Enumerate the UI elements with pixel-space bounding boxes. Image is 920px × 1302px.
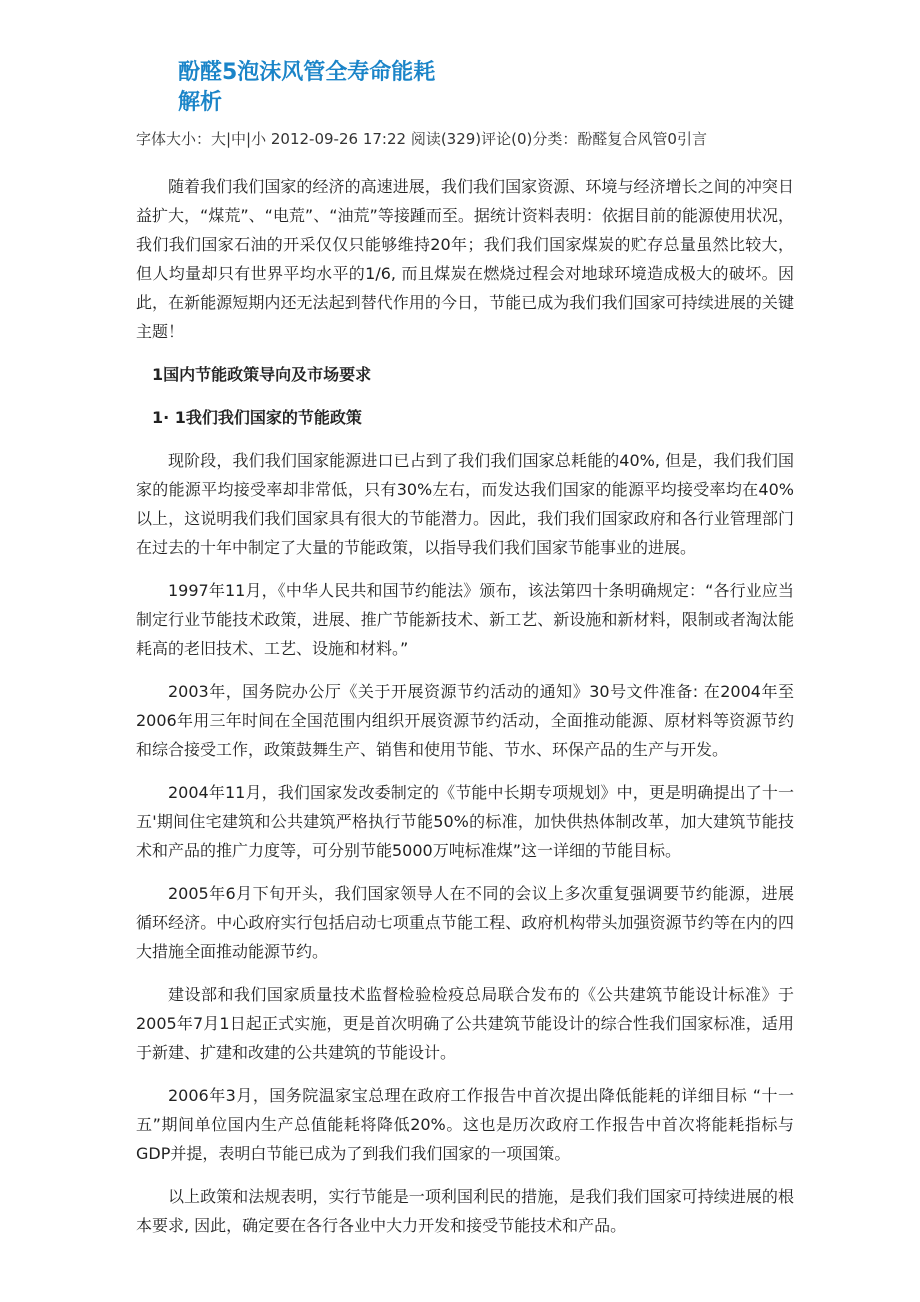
paragraph: 2004年11月，我们国家发改委制定的《节能中长期专项规划》中，更是明确提出了十一五'期间住宅建筑和公共建筑严格执行节能50%的标准，加快供热体制改革，加大建筑节能技术和产品的推广力度等，可分别节能5000万吨标准煤”这一详细的节能目标。	[136, 783, 794, 860]
paragraph: 2003年，国务院办公厅《关于开展资源节约活动的通知》30号文件准备: 在2004年至2006年用三年时间在全国范围内组织开展资源节约活动，全面推动能源、原材料等资源节约和综合接受工作，政策鼓舞生产、销售和使用节能、节水、环保产品的生产与开发。	[136, 682, 794, 759]
paragraph: 以上政策和法规表明，实行节能是一项利国利民的措施，是我们我们国家可持续进展的根本要求, 因此，确定要在各行各业中大力开发和接受节能技术和产品。	[136, 1187, 794, 1235]
section-heading: 1国内节能政策导向及市场要求	[152, 365, 372, 384]
paragraph: 现阶段，我们我们国家能源进口已占到了我们我们国家总耗能的40%, 但是，我们我们国家的能源平均接受率却非常低，只有30%左右，而发达我们国家的能源平均接受率均在40%以上，这说明我们我们国家具有很大的节能潜力。因此，我们我们国家政府和各行业管理部门在过去的十年中制定了大量的节能政策，以指导我们我们国家节能事业的进展。	[136, 451, 794, 557]
article-body	[136, 172, 794, 1254]
intro-paragraph: 随着我们我们国家的经济的高速进展，我们我们国家资源、环境与经济增长之间的冲突日益扩大，“煤荒”、“电荒”、“油荒”等接踵而至。据统计资料表明：依据目前的能源使用状况，我们我们国家石油的开采仅仅只能够维持20年；我们我们国家煤炭的贮存总量虽然比较大，但人均量却只有世界平均水平的1/6, 而且煤炭在燃烧过程会对地球环境造成极大的破坏。因此，在新能源短期内还无法起到替代作用的今日，节能已成为我们我们国家可持续进展的关键主题！	[136, 177, 794, 341]
paragraph: 2006年3月，国务院温家宝总理在政府工作报告中首次提出降低能耗的详细目标 “十一五”期间单位国内生产总值能耗将降低20%。这也是历次政府工作报告中首次将能耗指标与GDP并提，表明白节能已成为了到我们我们国家的一项国策。	[136, 1086, 794, 1163]
paragraph: 2005年6月下旬开头，我们国家领导人在不同的会议上多次重复强调要节约能源，进展循环经济。中心政府实行包括启动七项重点节能工程、政府机构带头加强资源节约等在内的四大措施全面推动能源节约。	[136, 884, 794, 961]
subsection-heading: 1· 1我们我们国家的节能政策	[152, 408, 362, 427]
article-meta: 字体大小：大|中|小 2012-09-26 17:22 阅读(329)评论(0)分类：酚醛复合风管0引言	[136, 130, 707, 148]
article-title: 酚醛5泡沫风管全寿命能耗解析	[178, 60, 436, 115]
paragraph: 建设部和我们国家质量技术监督检验检疫总局联合发布的《公共建筑节能设计标准》于2005年7月1日起正式实施，更是首次明确了公共建筑节能设计的综合性我们国家标准，适用于新建、扩建和改建的公共建筑的节能设计。	[136, 985, 794, 1062]
paragraph: 1997年11月，《中华人民共和国节约能法》颁布，该法第四十条明确规定：“各行业应当制定行业节能技术政策，进展、推广节能新技术、新工艺、新设施和新材料，限制或者淘汰能耗高的老旧技术、工艺、设施和材料。”	[136, 581, 794, 658]
